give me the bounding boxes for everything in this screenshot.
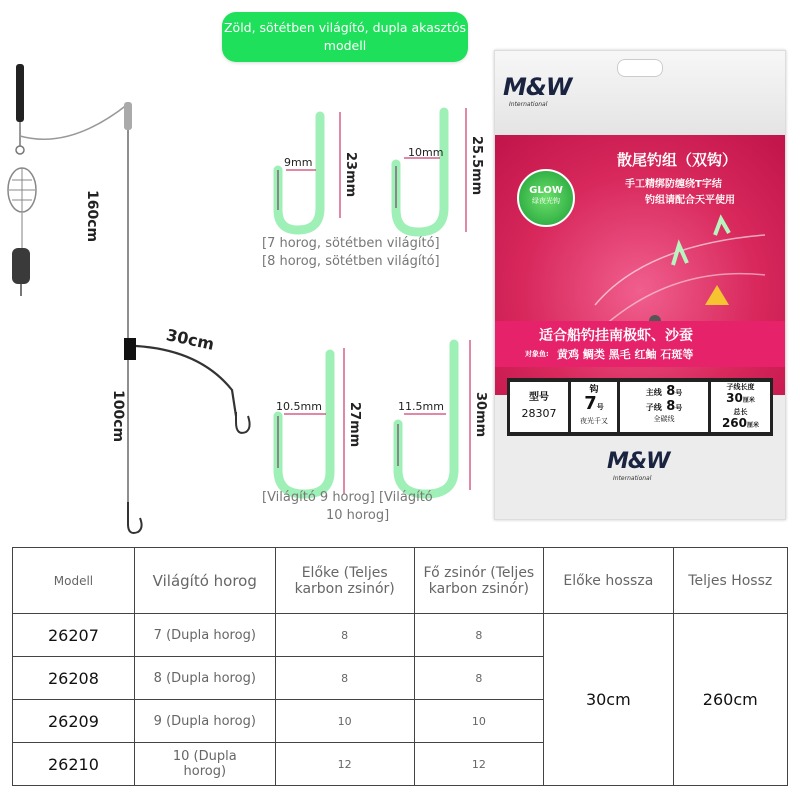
spec-hook-label: 钩 bbox=[589, 385, 599, 395]
package-banner-text: 适合船钓挂南极虾、沙蚕 bbox=[539, 328, 693, 344]
spec-sub-value: 8 bbox=[666, 399, 676, 414]
hang-hole-icon bbox=[617, 59, 663, 77]
caption-top-2: [8 horog, sötétben világító] bbox=[262, 254, 440, 269]
length-branch-label: 30cm bbox=[164, 325, 216, 354]
package-banner bbox=[495, 321, 785, 367]
hook-10-width: 11.5mm bbox=[398, 400, 444, 413]
package-targets: 黄鸡 鲷类 黑毛 红鲉 石斑等 bbox=[557, 348, 694, 361]
package-targets-label: 对象鱼: bbox=[525, 350, 549, 358]
bottom-hook-icon bbox=[128, 502, 142, 533]
hook-10-icon bbox=[398, 340, 470, 494]
brand-logo-top: M&W bbox=[503, 73, 572, 101]
spec-hook bbox=[571, 382, 617, 432]
header-main-line: Fő zsinór (Teljes karbon zsinór) bbox=[414, 548, 543, 614]
spec-table bbox=[12, 547, 788, 786]
spec-hook-unit: 号 bbox=[596, 403, 604, 411]
spec-sub-len-unit: 厘米 bbox=[742, 397, 755, 404]
spec-line-sub: 全碳线 bbox=[653, 415, 675, 423]
row-main-line: 10 bbox=[414, 700, 543, 743]
row-hook: 7 (Dupla horog) bbox=[134, 614, 275, 657]
row-model: 26210 bbox=[13, 743, 135, 786]
hook-7-height: 23mm bbox=[343, 152, 358, 198]
package-rig-picture-icon bbox=[585, 205, 775, 335]
swivel-icon bbox=[124, 102, 132, 130]
hook-9-icon bbox=[278, 348, 344, 494]
package-title: 散尾钓组（双钩） bbox=[617, 151, 738, 169]
row-leader: 12 bbox=[275, 743, 414, 786]
spec-model-value: 28307 bbox=[521, 407, 557, 420]
hook-7-icon bbox=[278, 112, 340, 230]
badge-text: Zöld, sötétben világító, dupla akasztós modell bbox=[223, 20, 467, 53]
row-model: 26209 bbox=[13, 700, 135, 743]
total-length-value: 260cm bbox=[673, 614, 787, 786]
glow-badge bbox=[517, 169, 575, 227]
spec-total-len-unit: 厘米 bbox=[747, 422, 760, 429]
caption-bottom-1: [Világító 9 horog] [Világító bbox=[262, 490, 433, 505]
caption-bottom-2: 10 horog] bbox=[326, 508, 390, 523]
spec-lines bbox=[620, 382, 708, 432]
row-model: 26208 bbox=[13, 657, 135, 700]
hook-10-height: 30mm bbox=[473, 392, 488, 438]
brand-sub-bottom: International bbox=[613, 475, 652, 482]
leader-length-value: 30cm bbox=[544, 614, 673, 786]
spec-model bbox=[510, 382, 568, 432]
row-hook: 8 (Dupla horog) bbox=[134, 657, 275, 700]
row-main-line: 8 bbox=[414, 614, 543, 657]
spec-model-label: 型号 bbox=[529, 392, 549, 403]
package-spec-box bbox=[507, 378, 773, 436]
spec-hook-value: 7 bbox=[584, 393, 597, 414]
hook-7-width: 9mm bbox=[284, 156, 313, 169]
spec-main-unit: 号 bbox=[675, 389, 683, 397]
package-line2: 钓组请配合天平使用 bbox=[645, 195, 735, 206]
table-header-row bbox=[13, 548, 788, 614]
hook-8-width: 10mm bbox=[408, 146, 444, 159]
row-main-line: 12 bbox=[414, 743, 543, 786]
sinker-icon bbox=[12, 248, 30, 296]
brand-sub-top: International bbox=[509, 101, 548, 108]
bait-cage-icon bbox=[8, 168, 36, 248]
spec-hook-sub: 夜光千又 bbox=[580, 417, 608, 425]
length-bottom-label: 100cm bbox=[110, 390, 126, 443]
header-hook: Világító horog bbox=[134, 548, 275, 614]
length-top-label: 160cm bbox=[84, 190, 100, 243]
header-model: Modell bbox=[13, 548, 135, 614]
spec-total-len-label: 总长 bbox=[733, 408, 748, 416]
hook-8-height: 25.5mm bbox=[469, 136, 484, 196]
hook-8-icon bbox=[396, 108, 466, 232]
row-model: 26207 bbox=[13, 614, 135, 657]
package-line1: 手工精绑防缠绕T字结 bbox=[625, 179, 722, 190]
spec-sub-len-label: 子线长度 bbox=[726, 383, 755, 391]
package-header bbox=[495, 51, 785, 135]
hook-9-height: 27mm bbox=[347, 402, 362, 448]
spec-total-len-value: 260 bbox=[721, 416, 748, 430]
spec-main-label: 主线 bbox=[645, 388, 662, 397]
row-hook: 10 (Dupla horog) bbox=[134, 743, 275, 786]
row-leader: 10 bbox=[275, 700, 414, 743]
brand-logo-bottom: M&W bbox=[607, 449, 670, 474]
row-hook: 9 (Dupla horog) bbox=[134, 700, 275, 743]
header-total-length: Teljes Hossz bbox=[673, 548, 787, 614]
spec-sub-len-value: 30 bbox=[726, 391, 743, 405]
glow-text: GLOW bbox=[529, 185, 563, 196]
spec-main-value: 8 bbox=[666, 384, 676, 399]
rig-illustration bbox=[0, 50, 260, 540]
row-leader: 8 bbox=[275, 614, 414, 657]
product-package bbox=[494, 50, 786, 520]
row-main-line: 8 bbox=[414, 657, 543, 700]
spec-length bbox=[711, 382, 770, 432]
t-connector-icon bbox=[124, 338, 136, 360]
hook-9-width: 10.5mm bbox=[276, 400, 322, 413]
header-leader: Előke (Teljes karbon zsinór) bbox=[275, 548, 414, 614]
row-leader: 8 bbox=[275, 657, 414, 700]
spec-sub-label: 子线 bbox=[645, 403, 662, 412]
spec-sub-unit: 号 bbox=[675, 404, 683, 412]
branch-hook-icon bbox=[236, 412, 250, 433]
caption-top-1: [7 horog, sötétben világító] bbox=[262, 236, 440, 251]
table-row bbox=[13, 614, 788, 657]
header-leader-length: Előke hossza bbox=[544, 548, 673, 614]
rod-tip-icon bbox=[16, 64, 24, 154]
glow-sub-text: 绿夜光钩 bbox=[532, 197, 560, 205]
